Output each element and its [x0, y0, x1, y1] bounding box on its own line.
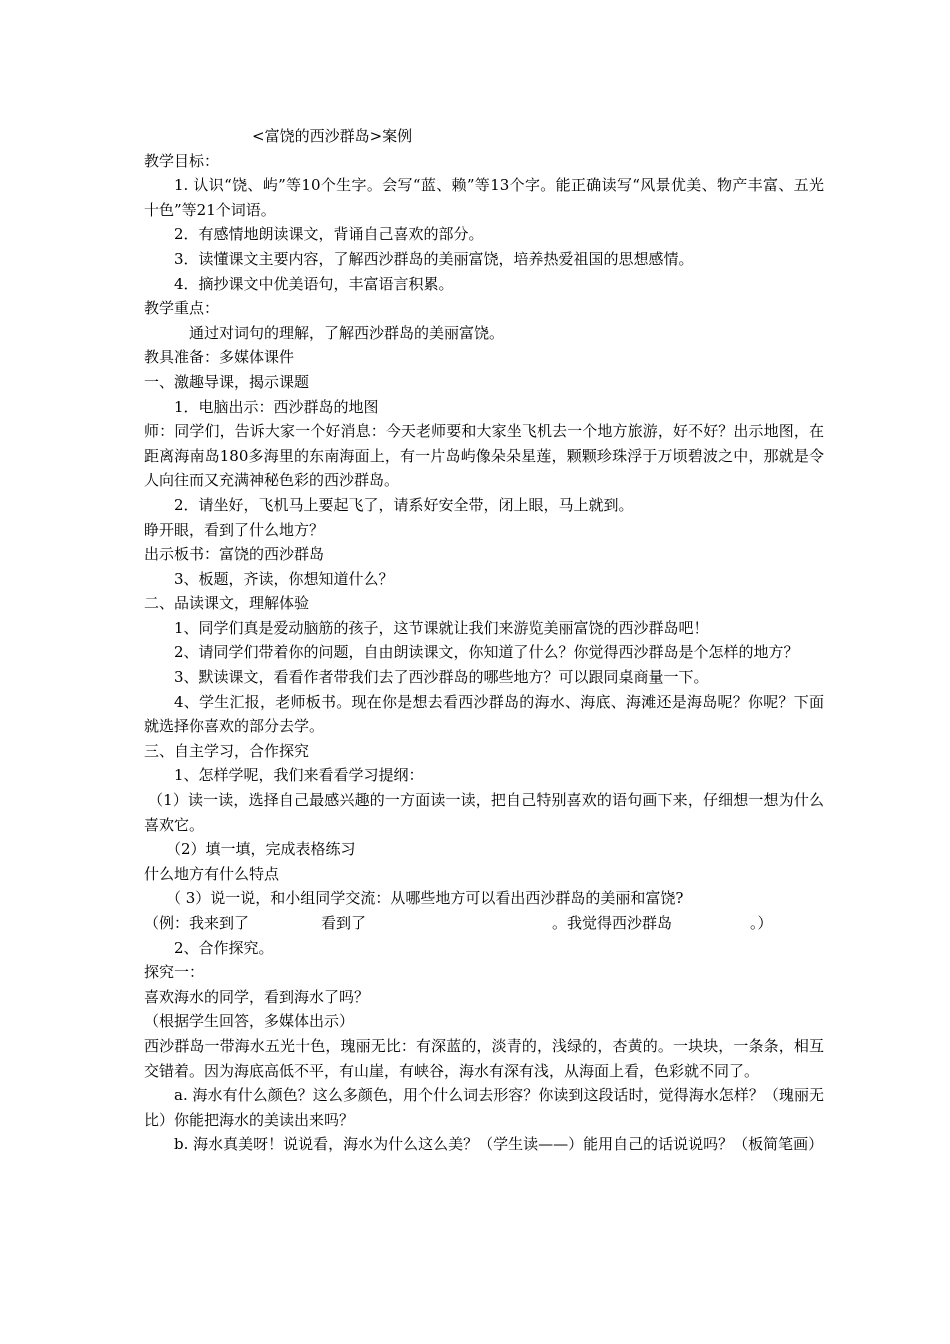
goal-3: 3．读懂课文主要内容，了解西沙群岛的美丽富饶，培养热爱祖国的思想感情。 — [174, 249, 694, 268]
outline-q1: （1）读一读，选择自己最感兴趣的一方面读一读，把自己特别喜欢的语句画下来，仔细想一想为什么喜欢它。 — [144, 791, 824, 834]
section-2-item-1: 1、同学们真是爱动脑筋的孩子，这节课就让我们来游览美丽富饶的西沙群岛吧！ — [174, 618, 709, 637]
example-part-a: （例：我来到了 — [144, 914, 250, 932]
section-2-item-3: 3、默读课文，看看作者带我们去了西沙群岛的哪些地方？可以跟同桌商量一下。 — [174, 668, 709, 687]
explore-1-b: b. 海水真美呀！说说看，海水为什么这么美？（学生读——）能用自己的话说说吗？（板简笔画） — [174, 1135, 824, 1154]
section-3-heading: 三、自主学习，合作探究 — [144, 741, 310, 760]
explore-1-show: （根据学生回答，多媒体出示） — [144, 1012, 355, 1031]
explore-1-heading: 探究一： — [144, 963, 205, 982]
section-1-item-2: 2．请坐好，飞机马上要起飞了，请系好安全带，闭上眼，马上就到。 — [174, 495, 634, 514]
goals-heading: 教学目标： — [144, 151, 220, 170]
section-2-item-2: 2、请同学们带着你的问题，自由朗读课文，你知道了什么？你觉得西沙群岛是个怎样的地方？ — [174, 643, 799, 662]
section-1-item-3: 3、板题，齐读，你想知道什么？ — [174, 569, 394, 588]
example-part-d: 。） — [750, 914, 773, 932]
example-part-c: 。我觉得西沙群岛 — [552, 914, 673, 932]
goal-1: 1. 认识“饶、屿”等10个生字。会写“蓝、赖”等13个字。能正确读写“风景优美、物产丰富、五光十色”等21个词语。 — [144, 176, 824, 219]
example-part-b: 看到了 — [321, 914, 367, 932]
section-1-item-1: 1．电脑出示：西沙群岛的地图 — [174, 397, 379, 416]
key-heading: 教学重点： — [144, 299, 220, 318]
tools-line: 教具准备：多媒体课件 — [144, 348, 295, 367]
section-2-item-4: 4、学生汇报，老师板书。现在你是想去看西沙群岛的海水、海底、海滩还是海岛呢？你呢？下面就选择你喜欢的部分去学。 — [144, 692, 824, 736]
document-body — [144, 124, 824, 1157]
explore-1-question: 喜欢海水的同学，看到海水了吗？ — [144, 987, 370, 1006]
outline-q2: （2）填一填，完成表格练习 — [166, 840, 356, 859]
explore-1-text: 西沙群岛一带海水五光十色，瑰丽无比：有深蓝的，淡青的，浅绿的，杏黄的。一块块，一条条，相互交错着。因为海底高低不平，有山崖，有峡谷，海水有深有浅，从海面上看，色彩就不同了。 — [144, 1036, 824, 1080]
goal-2: 2．有感情地朗读课文，背诵自己喜欢的部分。 — [174, 225, 484, 244]
section-3-item-2: 2、合作探究。 — [174, 938, 274, 957]
example-line — [144, 911, 824, 936]
section-2-heading: 二、品读课文，理解体验 — [144, 594, 310, 613]
open-eyes-line: 睁开眼，看到了什么地方？ — [144, 520, 325, 539]
goal-4: 4．摘抄课文中优美语句，丰富语言积累。 — [174, 274, 454, 293]
explore-1-a: a. 海水有什么颜色？这么多颜色，用个什么词去形容？你读到这段话时，觉得海水怎样？（瑰丽无比）你能把海水的美读出来吗？ — [144, 1086, 824, 1129]
teacher-intro: 师：同学们，告诉大家一个好消息：今天老师要和大家坐飞机去一个地方旅游，好不好？出示地图，在距离海南岛180多海里的东南海面上，有一片岛屿像朵朵星莲，颗颗珍珠浮于万顷碧波之中，那就是令人向往而又充满神秘色彩的西沙群岛。 — [144, 422, 824, 490]
board-line: 出示板书：富饶的西沙群岛 — [144, 545, 325, 564]
table-caption: 什么地方有什么特点 — [144, 864, 280, 883]
doc-title: <富饶的西沙群岛>案例 — [252, 127, 413, 145]
section-1-heading: 一、激趣导课，揭示课题 — [144, 372, 310, 391]
key-text: 通过对词句的理解，了解西沙群岛的美丽富饶。 — [189, 323, 505, 342]
section-3-item-1: 1、怎样学呢，我们来看看学习提纲： — [174, 766, 424, 785]
outline-q3: （ 3）说一说，和小组同学交流：从哪些地方可以看出西沙群岛的美丽和富饶? — [166, 889, 684, 908]
